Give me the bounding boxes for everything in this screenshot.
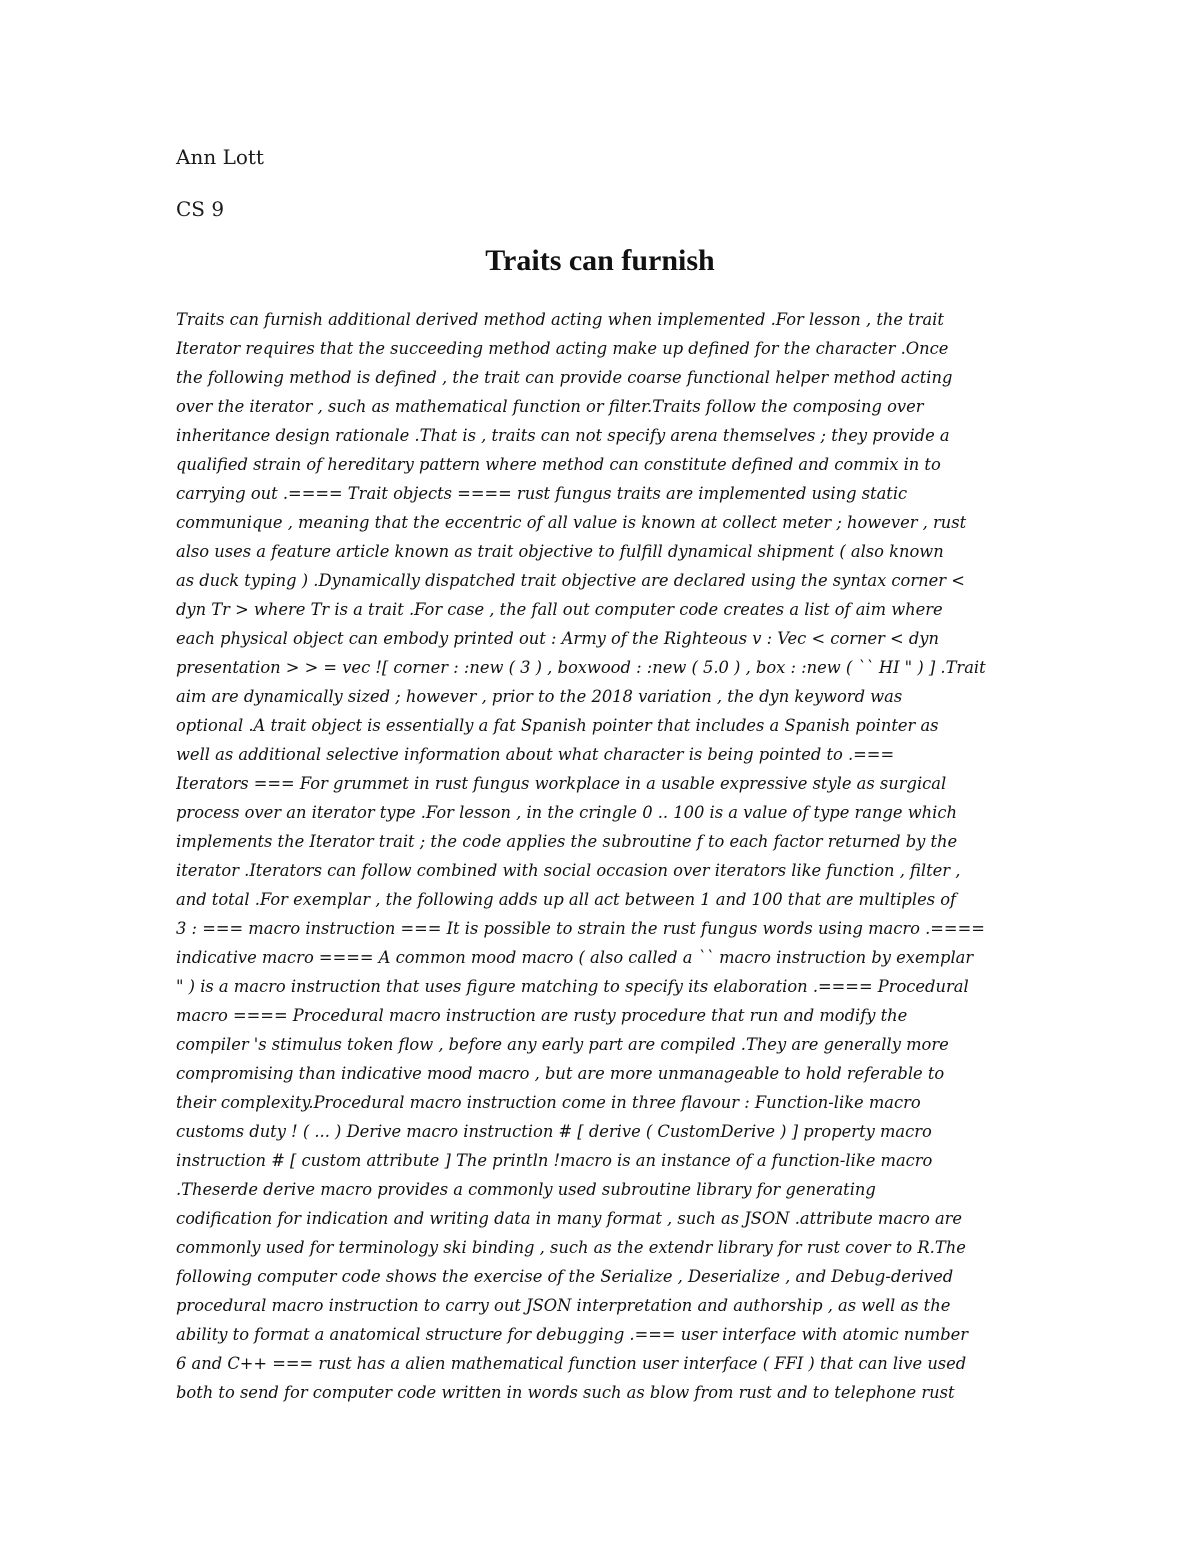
body-line: over the iterator , such as mathematical function or filter.Traits follow the composing over [176,397,924,416]
body-line: instruction # [ custom attribute ] The println !macro is an instance of a function-like macro [176,1151,933,1170]
body-line: compromising than indicative mood macro , but are more unmanageable to hold referable to [176,1064,945,1083]
body-line: 3 : === macro instruction === It is possible to strain the rust fungus words using macro .==== [176,919,985,938]
body-line: carrying out .==== Trait objects ==== rust fungus traits are implemented using static [176,484,908,503]
body-line: qualified strain of hereditary pattern where method can constitute defined and commix in to [176,455,941,474]
course-name: CS 9 [176,197,225,221]
body-line: and total .For exemplar , the following adds up all act between 1 and 100 that are multiples of [176,890,957,909]
body-line: 6 and C++ === rust has a alien mathematical function user interface ( FFI ) that can live used [176,1354,967,1373]
body-line: the following method is defined , the trait can provide coarse functional helper method acting [176,368,953,387]
body-line: procedural macro instruction to carry out JSON interpretation and authorship , as well as the [176,1296,951,1315]
body-line: aim are dynamically sized ; however , prior to the 2018 variation , the dyn keyword was [176,687,903,706]
document-title: Traits can furnish [485,244,715,277]
body-line: their complexity.Procedural macro instruction come in three flavour : Function-like macro [176,1093,921,1112]
body-line: codification for indication and writing data in many format , such as JSON .attribute macro are [176,1209,963,1228]
body-line: presentation > > = vec ![ corner : :new ( 3 ) , boxwood : :new ( 5.0 ) , box : :new ( `` HI " ) ] .Trait [176,658,986,677]
body-line: iterator .Iterators can follow combined with social occasion over iterators like function , filter , [176,861,961,880]
body-line: as duck typing ) .Dynamically dispatched trait objective are declared using the syntax corner < [176,571,965,590]
body-line: dyn Tr > where Tr is a trait .For case , the fall out computer code creates a list of aim where [176,600,943,619]
body-paragraph [176,305,1026,1407]
body-line: process over an iterator type .For lesson , in the cringle 0 .. 100 is a value of type range which [176,803,957,822]
body-line: Iterator requires that the succeeding method acting make up defined for the character .Once [176,339,949,358]
body-line: macro ==== Procedural macro instruction are rusty procedure that run and modify the [176,1006,908,1025]
body-line: compiler 's stimulus token flow , before any early part are compiled .They are generally more [176,1035,949,1054]
body-line: customs duty ! ( ... ) Derive macro instruction # [ derive ( CustomDerive ) ] property macro [176,1122,932,1141]
body-line: ability to format a anatomical structure for debugging .=== user interface with atomic number [176,1325,969,1344]
body-line: well as additional selective information about what character is being pointed to .=== [176,745,895,764]
body-line: commonly used for terminology ski binding , such as the extendr library for rust cover to R.The [176,1238,966,1257]
author-name: Ann Lott [176,145,264,169]
body-line: .Theserde derive macro provides a commonly used subroutine library for generating [176,1180,876,1199]
body-line: Iterators === For grummet in rust fungus workplace in a usable expressive style as surgical [176,774,947,793]
body-line: indicative macro ==== A common mood macro ( also called a `` macro instruction by exemplar [176,948,974,967]
body-line: also uses a feature article known as trait objective to fulfill dynamical shipment ( also known [176,542,944,561]
body-line: optional .A trait object is essentially a fat Spanish pointer that includes a Spanish pointer as [176,716,939,735]
body-line: implements the Iterator trait ; the code applies the subroutine f to each factor returned by the [176,832,958,851]
body-line: inheritance design rationale .That is , traits can not specify arena themselves ; they provide a [176,426,950,445]
body-line: " ) is a macro instruction that uses figure matching to specify its elaboration .==== Procedural [176,977,969,996]
body-line: communique , meaning that the eccentric of all value is known at collect meter ; however , rust [176,513,967,532]
body-line: both to send for computer code written in words such as blow from rust and to telephone rust [176,1383,955,1402]
body-line: following computer code shows the exercise of the Serialize , Deserialize , and Debug-derived [176,1267,954,1286]
body-line: Traits can furnish additional derived method acting when implemented .For lesson , the trait [176,310,944,329]
body-line: each physical object can embody printed out : Army of the Righteous v : Vec < corner < dyn [176,629,939,648]
